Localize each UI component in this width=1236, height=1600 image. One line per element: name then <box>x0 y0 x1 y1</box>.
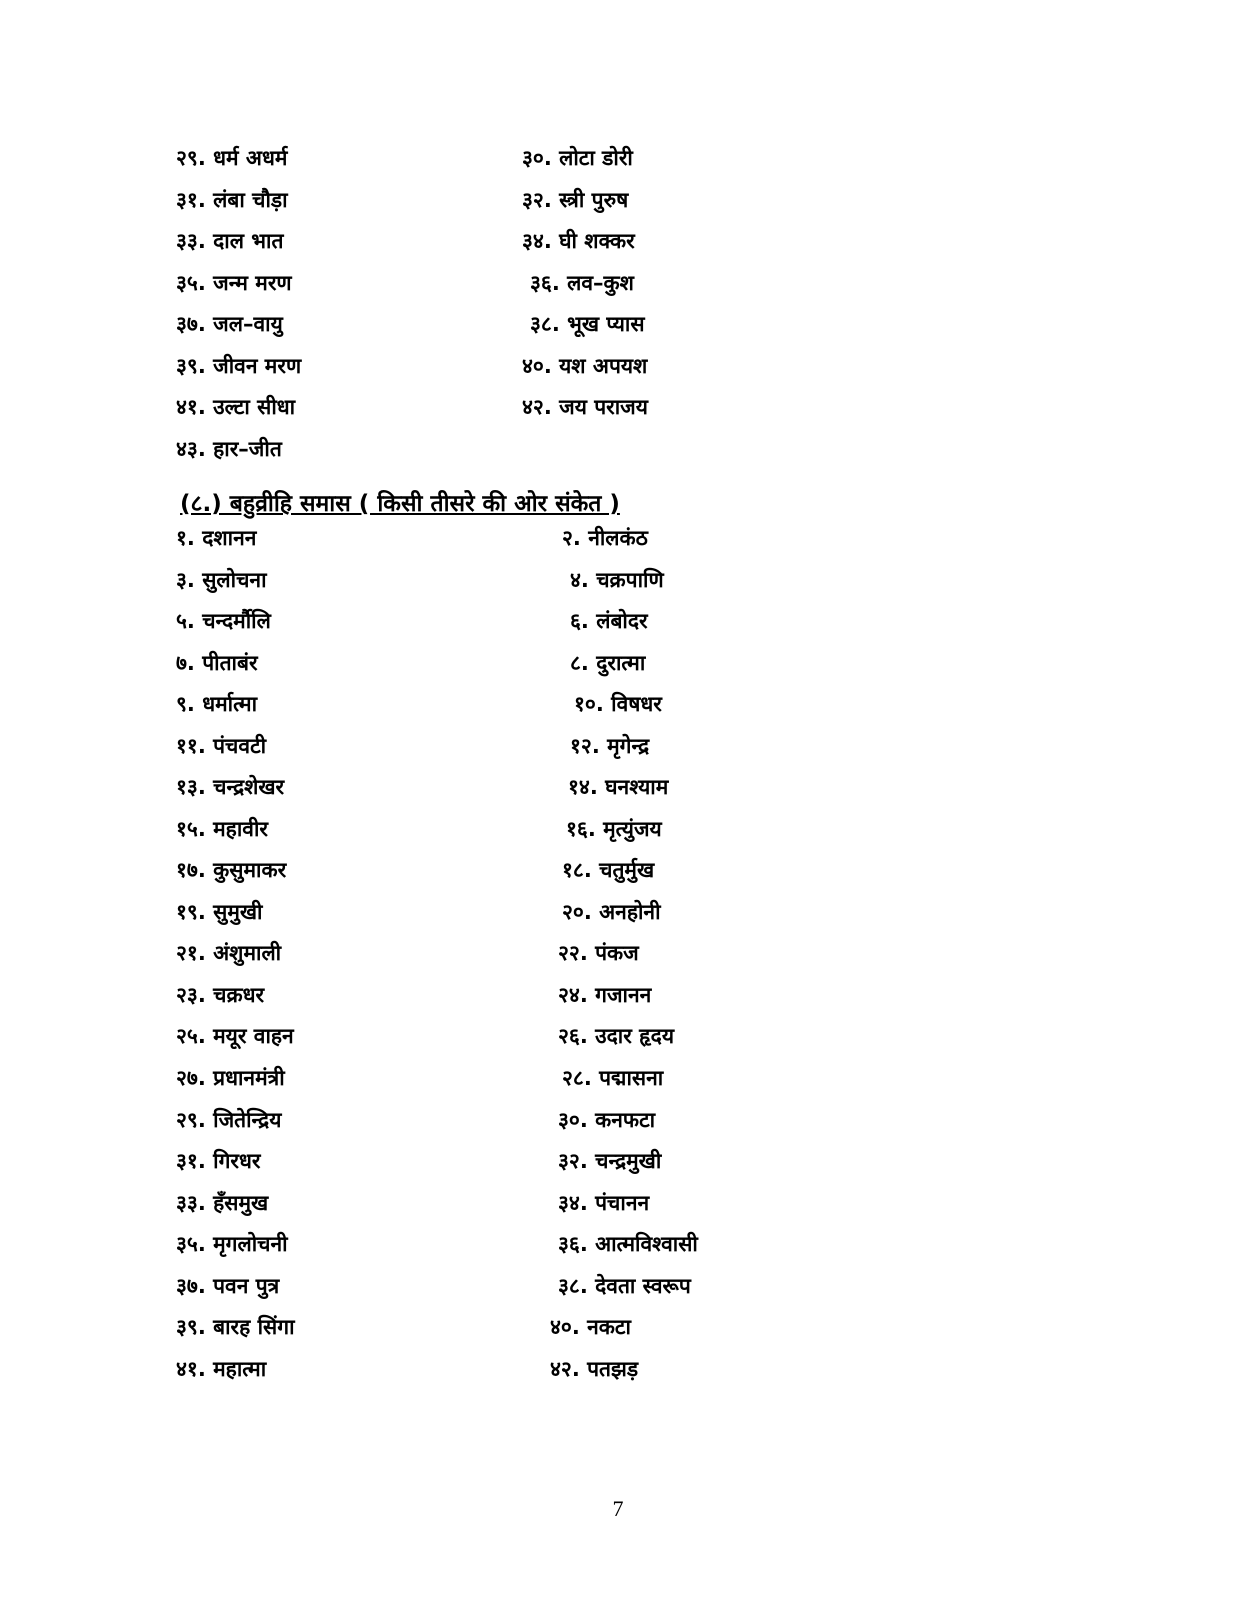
list-item: १८. चतुर्मुख <box>562 858 655 882</box>
list-item: ४२. पतझड़ <box>550 1357 639 1381</box>
list-item: ४१. महात्मा <box>176 1357 267 1381</box>
list-item: २५. मयूर वाहन <box>176 1024 294 1048</box>
list-item: २४. गजानन <box>558 983 652 1007</box>
list-item: २१. अंशुमाली <box>176 941 282 965</box>
list-item: ७. पीताबंर <box>176 651 258 675</box>
list-item: २०. अनहोनी <box>562 900 661 924</box>
list-item: १२. मृगेन्द्र <box>570 734 650 758</box>
list-item: ३०. कनफटा <box>558 1108 656 1132</box>
list-item: १५. महावीर <box>176 817 268 841</box>
list-item: १६. मृत्युंजय <box>566 817 662 841</box>
list-item: ३२. स्त्री पुरुष <box>522 188 629 212</box>
list-item: ३१. गिरधर <box>176 1149 261 1173</box>
list-item: १७. कुसुमाकर <box>176 858 287 882</box>
list-item: २९. जितेन्द्रिय <box>176 1108 282 1132</box>
list-item: ३०. लोटा डोरी <box>522 146 633 170</box>
list-item: ३४. घी शक्कर <box>522 229 635 253</box>
list-item: १९. सुमुखी <box>176 900 263 924</box>
list-item: ४१. उल्टा सीधा <box>176 395 296 419</box>
list-item: ३४. पंचानन <box>558 1191 650 1215</box>
list-item: ४२. जय पराजय <box>522 395 648 419</box>
section-heading: (८.) बहुव्रीहि समास ( किसी तीसरे की ओर संकेत ) <box>180 491 620 517</box>
list-item: ३३. दाल भात <box>176 229 284 253</box>
list-item: २३. चक्रधर <box>176 983 265 1007</box>
list-item: ४०. यश अपयश <box>522 354 648 378</box>
list-item: ३९. जीवन मरण <box>176 354 302 378</box>
list-item: २९. धर्म अधर्म <box>176 146 288 170</box>
list-item: ४०. नकटा <box>550 1315 631 1339</box>
list-item: ३६. लव–कुश <box>530 271 634 295</box>
list-item: २८. पद्मासना <box>562 1066 664 1090</box>
list-item: २. नीलकंठ <box>562 526 648 550</box>
list-item: १४. घनश्याम <box>568 775 669 799</box>
list-item: ३५. मृगलोचनी <box>176 1232 288 1256</box>
list-item: ३९. बारह सिंगा <box>176 1315 295 1339</box>
list-item: ३१. लंबा चौड़ा <box>176 188 288 212</box>
list-item: ३८. देवता स्वरूप <box>558 1274 691 1298</box>
list-item: २६. उदार हृदय <box>558 1024 675 1048</box>
list-item: २७. प्रधानमंत्री <box>176 1066 285 1090</box>
list-item: ३६. आत्मविश्वासी <box>558 1232 698 1256</box>
list-item: २२. पंकज <box>558 941 639 965</box>
list-item: ४. चक्रपाणि <box>570 568 664 592</box>
list-item: ८. दुरात्मा <box>570 651 646 675</box>
list-item: ३३. हँसमुख <box>176 1191 269 1215</box>
list-item: ३७. जल–वायु <box>176 312 283 336</box>
list-item: ३५. जन्म मरण <box>176 271 292 295</box>
list-item: ११. पंचवटी <box>176 734 267 758</box>
list-item: ९. धर्मात्मा <box>176 692 258 716</box>
list-item: ५. चन्दर्मौलि <box>176 609 271 633</box>
list-item: १३. चन्द्रशेखर <box>176 775 285 799</box>
list-item: ४३. हार–जीत <box>176 437 282 461</box>
list-item: ६. लंबोदर <box>570 609 648 633</box>
list-item: ३७. पवन पुत्र <box>176 1274 280 1298</box>
list-item: ३८. भूख प्यास <box>530 312 645 336</box>
page-number: 7 <box>612 1496 624 1521</box>
list-item: १. दशानन <box>176 526 257 550</box>
list-item: ३२. चन्द्रमुखी <box>558 1149 662 1173</box>
list-item: १०. विषधर <box>574 692 662 716</box>
list-item: ३. सुलोचना <box>176 568 267 592</box>
